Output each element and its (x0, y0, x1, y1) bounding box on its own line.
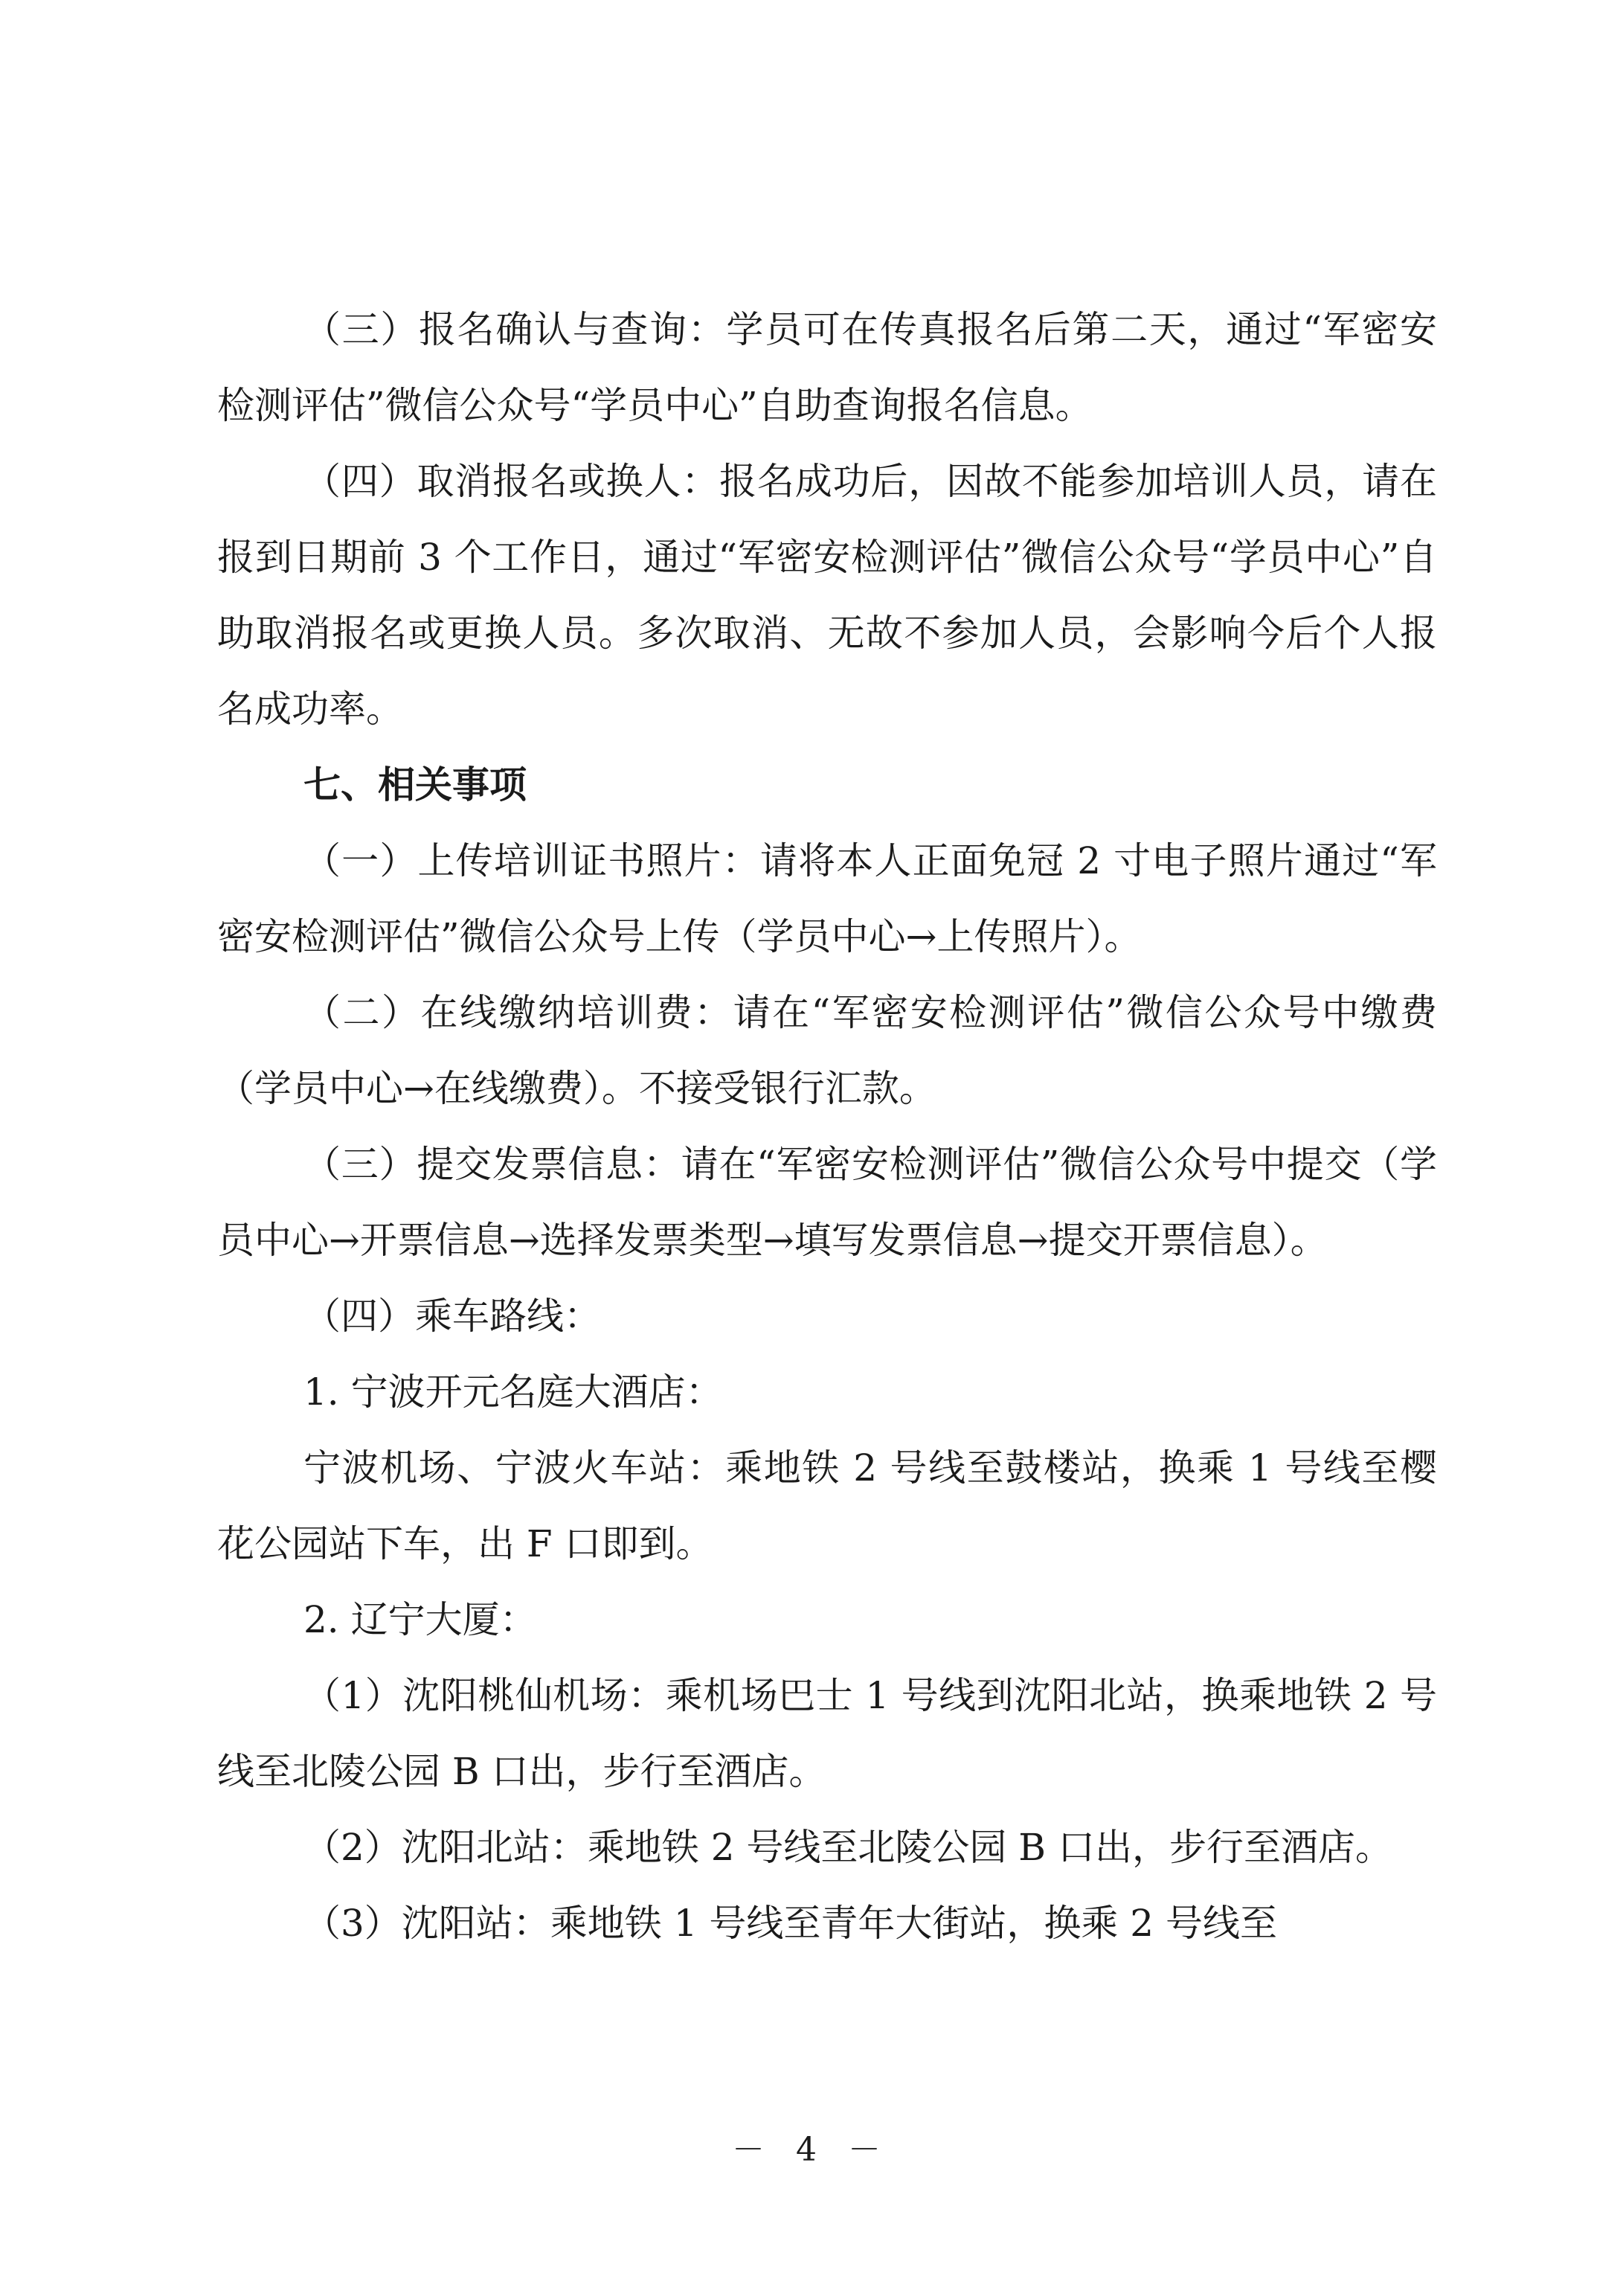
document-body (217, 292, 1437, 1961)
route-liaoning-north-station: （2）沈阳北站：乘地铁 2 号线至北陵公园 B 口出，步行至酒店。 (303, 1826, 1392, 1869)
paragraph-registration-confirmation: （三）报名确认与查询：学员可在传真报名后第二天，通过“军密安检测评估”微信公众号“学员中心”自助查询报名信息。 (217, 308, 1437, 427)
paragraph-cancel-registration: （四）取消报名或换人：报名成功后，因故不能参加培训人员，请在报到日期前 3 个工作日，通过“军密安检测评估”微信公众号“学员中心”自助取消报名或更换人员。多次取消、无故不参加人员，会影响今后个人报名成功率。 (217, 460, 1437, 731)
paragraph-online-payment: （二）在线缴纳培训费：请在“军密安检测评估”微信公众号中缴费（学员中心→在线缴费）。不接受银行汇款。 (217, 991, 1437, 1110)
page-number: － 4 － (732, 2131, 891, 2169)
route-liaoning-airport: （1）沈阳桃仙机场：乘机场巴士 1 号线到沈阳北站，换乘地铁 2 号线至北陵公园 B 口出，步行至酒店。 (217, 1674, 1437, 1793)
route-liaoning-shenyang-station: （3）沈阳站：乘地铁 1 号线至青年大街站，换乘 2 号线至 (303, 1902, 1278, 1945)
paragraph-invoice-info: （三）提交发票信息：请在“军密安检测评估”微信公众号中提交（学员中心→开票信息→选择发票类型→填写发票信息→提交开票信息）。 (217, 1143, 1437, 1262)
paragraph-upload-photo: （一）上传培训证书照片：请将本人正面免冠 2 寸电子照片通过“军密安检测评估”微信公众号上传（学员中心→上传照片）。 (217, 839, 1437, 958)
route-ningbo-description: 宁波机场、宁波火车站：乘地铁 2 号线至鼓楼站，换乘 1 号线至樱花公园站下车，出 F 口即到。 (217, 1446, 1437, 1565)
route-ningbo-title: 1. 宁波开元名庭大酒店： (303, 1370, 723, 1414)
route-liaoning-title: 2. 辽宁大厦： (303, 1598, 537, 1641)
section-heading-related-matters: 七、相关事项 (303, 763, 527, 807)
paragraph-transport-routes-title: （四）乘车路线： (303, 1295, 601, 1338)
